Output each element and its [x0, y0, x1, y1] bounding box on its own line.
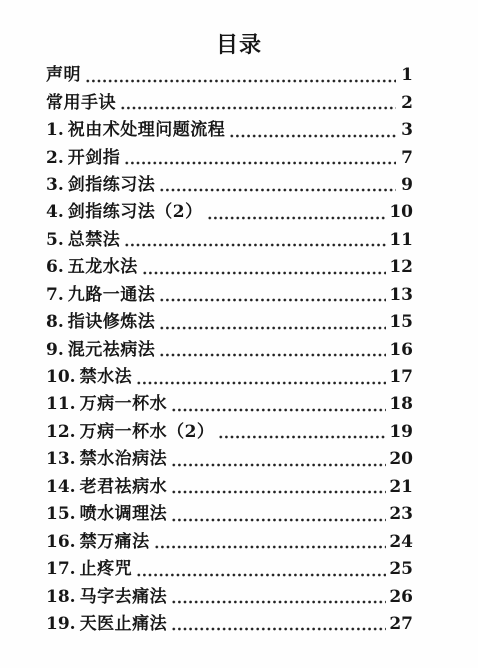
toc-entry [46, 336, 413, 363]
toc-entry [46, 199, 413, 226]
entry-title: 剑指练习法（2） [67, 202, 203, 223]
entry-page-number: 15 [389, 312, 413, 333]
entry-title: 九路一通法 [67, 284, 156, 305]
dot-leader [207, 206, 387, 220]
dot-leader [171, 453, 386, 467]
dot-leader [85, 69, 396, 83]
dot-leader [171, 398, 386, 412]
toc-entry [46, 528, 413, 555]
entry-number: 2. [46, 147, 64, 168]
dot-leader [159, 178, 396, 192]
toc-entry [46, 227, 413, 254]
toc-entry [46, 556, 413, 583]
entry-page-number: 10 [389, 202, 413, 223]
dot-leader [154, 535, 387, 549]
entry-title: 喷水调理法 [79, 504, 168, 525]
entry-number: 18. [46, 586, 76, 607]
entry-title: 指诀修炼法 [67, 312, 156, 333]
dot-leader [136, 371, 386, 385]
toc-entry [46, 419, 413, 446]
entry-number: 14. [46, 476, 76, 497]
dot-leader [171, 617, 386, 631]
entry-page-number: 3 [401, 120, 413, 141]
entry-title: 马字去痛法 [79, 586, 168, 607]
entry-title: 天医止痛法 [79, 613, 168, 634]
page-title: 目录 [215, 32, 262, 58]
entry-page-number: 1 [401, 65, 413, 86]
toc-entry [46, 117, 413, 144]
dot-leader [171, 590, 386, 604]
entry-number: 6. [46, 257, 64, 278]
entry-page-number: 16 [389, 339, 413, 360]
entry-page-number: 20 [389, 449, 413, 470]
table-of-contents [46, 62, 413, 638]
entry-page-number: 12 [389, 257, 413, 278]
entry-number: 13. [46, 449, 76, 470]
entry-title: 五龙水法 [67, 257, 138, 278]
entry-title: 混元祛病法 [67, 339, 156, 360]
dot-leader [171, 480, 386, 494]
toc-entry [46, 309, 413, 336]
entry-page-number: 21 [389, 476, 413, 497]
toc-entry [46, 446, 413, 473]
entry-number: 19. [46, 613, 76, 634]
entry-number: 7. [46, 284, 64, 305]
dot-leader [124, 151, 396, 165]
toc-entry [46, 254, 413, 281]
toc-entry [46, 611, 413, 638]
entry-title: 常用手诀 [46, 92, 116, 113]
toc-entry [46, 144, 413, 171]
toc-entry [46, 62, 413, 89]
dot-leader [124, 233, 386, 247]
dot-leader [229, 124, 396, 138]
dot-leader [159, 316, 386, 330]
toc-entry [46, 391, 413, 418]
entry-page-number: 27 [389, 613, 413, 634]
entry-number: 1. [46, 120, 64, 141]
entry-title: 止疼咒 [79, 559, 133, 580]
entry-page-number: 25 [389, 559, 413, 580]
dot-leader [171, 508, 386, 522]
entry-page-number: 18 [389, 394, 413, 415]
dot-leader [142, 261, 387, 275]
toc-entry [46, 172, 413, 199]
entry-title: 开剑指 [67, 147, 121, 168]
entry-number: 16. [46, 531, 76, 552]
entry-title: 禁万痛法 [79, 531, 150, 552]
entry-title: 万病一杯水 [79, 394, 168, 415]
entry-number: 11. [46, 394, 76, 415]
entry-page-number: 13 [389, 284, 413, 305]
entry-number: 10. [46, 367, 76, 388]
entry-number: 3. [46, 174, 64, 195]
entry-number: 8. [46, 312, 64, 333]
entry-page-number: 23 [389, 504, 413, 525]
entry-number: 5. [46, 229, 64, 250]
entry-page-number: 9 [401, 174, 413, 195]
entry-title: 禁水治病法 [79, 449, 168, 470]
toc-entry [46, 583, 413, 610]
entry-title: 声明 [46, 65, 81, 86]
entry-page-number: 19 [389, 421, 413, 442]
entry-number: 12. [46, 421, 76, 442]
entry-title: 禁水法 [79, 367, 133, 388]
dot-leader [136, 563, 386, 577]
entry-title: 剑指练习法 [67, 174, 156, 195]
entry-title: 祝由术处理问题流程 [67, 120, 226, 141]
entry-number: 17. [46, 559, 76, 580]
entry-page-number: 7 [401, 147, 413, 168]
toc-entry [46, 282, 413, 309]
dot-leader [218, 425, 386, 439]
entry-page-number: 11 [389, 229, 413, 250]
toc-entry [46, 364, 413, 391]
entry-number: 9. [46, 339, 64, 360]
entry-page-number: 26 [389, 586, 413, 607]
toc-entry [46, 89, 413, 116]
entry-title: 万病一杯水（2） [79, 421, 215, 442]
entry-page-number: 17 [389, 367, 413, 388]
entry-title: 老君祛病水 [79, 476, 168, 497]
dot-leader [120, 96, 396, 110]
dot-leader [159, 343, 386, 357]
toc-entry [46, 474, 413, 501]
entry-number: 15. [46, 504, 76, 525]
entry-page-number: 24 [389, 531, 413, 552]
entry-number: 4. [46, 202, 64, 223]
entry-page-number: 2 [401, 92, 413, 113]
dot-leader [159, 288, 386, 302]
entry-title: 总禁法 [67, 229, 121, 250]
toc-entry [46, 501, 413, 528]
